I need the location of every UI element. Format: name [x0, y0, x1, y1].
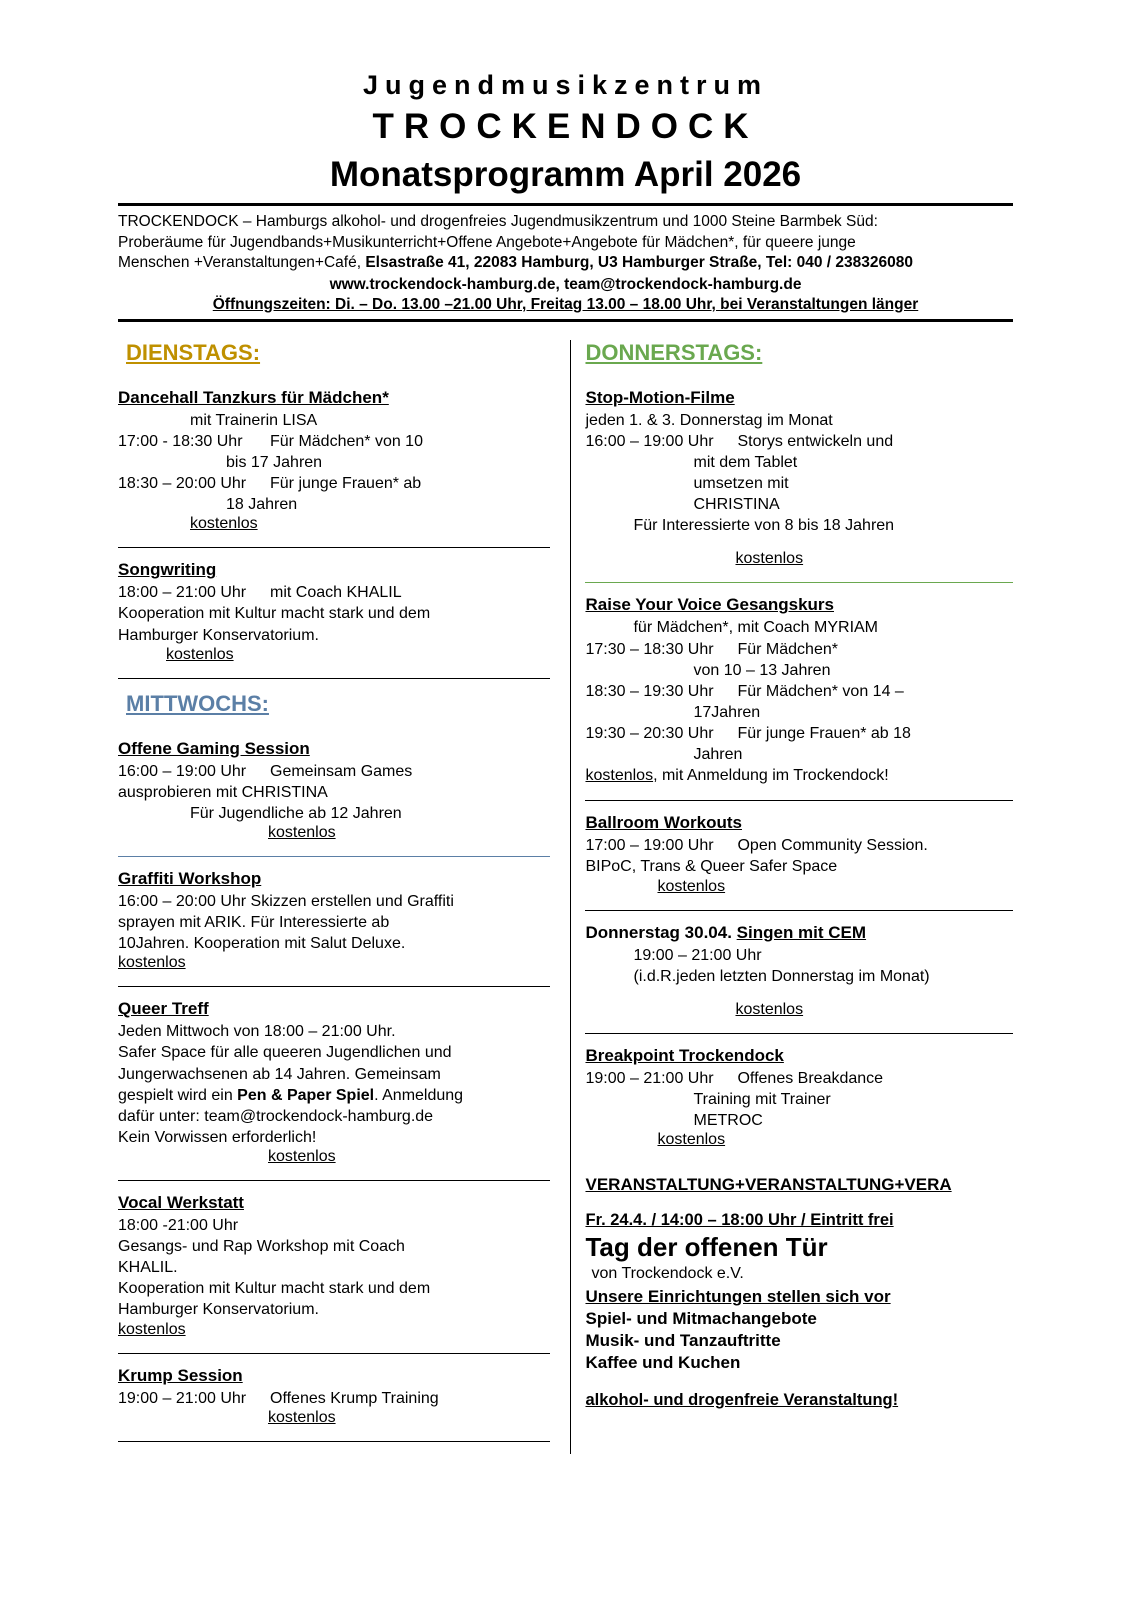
section-divider	[118, 1180, 550, 1181]
intro-address: Elsastraße 41, 22083 Hamburg, U3 Hamburger Straße, Tel: 040 / 238326080	[365, 254, 913, 272]
event-ballroom-workouts	[585, 813, 1013, 895]
event-detail: Kein Vorwissen erforderlich!	[118, 1128, 317, 1146]
event-detail: 19:00 – 21:00 Uhr	[633, 946, 762, 964]
event-title	[585, 923, 1013, 943]
event-title: Ballroom Workouts	[585, 813, 742, 833]
event-detail: 18:00 -21:00 Uhr	[118, 1217, 239, 1235]
slot-desc: Open Community Session.	[737, 837, 928, 855]
event-slot	[118, 1388, 550, 1409]
event-vocal-werkstatt	[118, 1193, 550, 1339]
slot-desc: Offenes Krump Training	[270, 1389, 439, 1407]
slot-desc: Für Mädchen*	[737, 640, 838, 658]
slot-desc: Für Mädchen* von 10	[270, 432, 423, 450]
event-detail: Für Jugendliche ab 12 Jahren	[190, 804, 402, 822]
section-divider	[118, 1353, 550, 1354]
event-title: Vocal Werkstatt	[118, 1193, 244, 1213]
slot-desc: Für junge Frauen* ab	[270, 475, 422, 493]
price-label: kostenlos	[268, 1408, 336, 1426]
event-detail: Jungerwachsenen ab 14 Jahren. Gemeinsam	[118, 1065, 441, 1083]
event-detail: KHALIL.	[118, 1259, 178, 1277]
event-slot	[118, 761, 550, 782]
detail-part: . Anmeldung	[374, 1086, 464, 1104]
slot-desc: Für Mädchen* von 14 –	[737, 682, 904, 700]
event-slot	[585, 681, 1013, 702]
event-title: Graffiti Workshop	[118, 869, 262, 889]
section-divider	[585, 800, 1013, 801]
event-title: Offene Gaming Session	[118, 738, 310, 758]
event-queer-treff	[118, 999, 550, 1166]
slot-time: 19:00 – 21:00 Uhr	[118, 1389, 247, 1407]
event-dancehall	[118, 388, 550, 534]
price-label: kostenlos	[735, 550, 804, 568]
event-gaming	[118, 739, 550, 842]
event-detail[interactable]: dafür unter: team@trockendock-hamburg.de	[118, 1107, 434, 1125]
event-detail: Hamburger Konservatorium.	[118, 1301, 319, 1319]
slot-time: 18:00 – 21:00 Uhr	[118, 584, 247, 602]
intro-line-3	[118, 253, 1013, 274]
section-divider	[585, 1033, 1013, 1034]
slot-desc-cont: von 10 – 13 Jahren	[693, 661, 831, 679]
event-title: Songwriting	[118, 560, 217, 580]
slot-desc: mit Coach KHALIL	[270, 584, 402, 602]
event-detail: Hamburger Konservatorium.	[118, 626, 319, 644]
detail-highlight: Pen & Paper Spiel	[237, 1086, 375, 1104]
slot-desc: Storys entwickeln und	[737, 432, 894, 450]
intro-line-3-plain: Menschen +Veranstaltungen+Café,	[118, 254, 366, 272]
event-title: Raise Your Voice Gesangskurs	[585, 595, 834, 615]
event-slot	[118, 473, 550, 494]
price-label: kostenlos	[166, 645, 234, 663]
event-slot	[585, 639, 1013, 660]
event-detail: 16:00 – 20:00 Uhr Skizzen erstellen und Graffiti	[118, 893, 454, 911]
event-section-label: Unsere Einrichtungen stellen sich vor	[585, 1287, 891, 1307]
day-heading-mittwochs: MITTWOCHS:	[126, 690, 269, 716]
event-banner: VERANSTALTUNG+VERANSTALTUNG+VERA	[585, 1175, 952, 1195]
price-line	[585, 765, 1013, 786]
section-divider	[118, 986, 550, 987]
event-title: Stop-Motion-Filme	[585, 387, 735, 407]
event-detail: Kooperation mit Kultur macht stark und dem	[118, 1280, 431, 1298]
day-heading-dienstags: DIENSTAGS:	[126, 339, 261, 365]
detail-part: gespielt wird ein	[118, 1086, 238, 1104]
org-title: TROCKENDOCK	[372, 107, 759, 146]
columns-container	[118, 340, 1013, 1454]
event-detail: (i.d.R.jeden letzten Donnerstag im Monat)	[633, 967, 930, 985]
slot-time: 16:00 – 19:00 Uhr	[585, 432, 714, 450]
event-organizer: von Trockendock e.V.	[591, 1265, 744, 1283]
event-slot	[118, 431, 550, 452]
slot-desc-cont: METROC	[693, 1112, 763, 1130]
event-detail: jeden 1. & 3. Donnerstag im Monat	[585, 411, 833, 429]
event-singen-mit-cem	[585, 923, 1013, 1019]
slot-time: 18:30 – 19:30 Uhr	[585, 682, 714, 700]
header-divider-bottom	[118, 319, 1013, 322]
event-title	[118, 388, 550, 408]
event-program-item: Spiel- und Mitmachangebote	[585, 1309, 817, 1329]
event-title: Queer Treff	[118, 999, 209, 1019]
event-graffiti	[118, 869, 550, 972]
event-trainer: mit Trainerin LISA	[190, 411, 318, 429]
slot-time: 19:00 – 21:00 Uhr	[585, 1069, 714, 1087]
price-label: kostenlos	[118, 954, 186, 972]
event-detail: Jeden Mittwoch von 18:00 – 21:00 Uhr.	[118, 1023, 396, 1041]
event-date: Donnerstag 30.04.	[585, 922, 737, 942]
event-title: Krump Session	[118, 1365, 243, 1385]
event-announcement	[585, 1175, 1013, 1410]
event-songwriting	[118, 560, 550, 663]
slot-time: 17:00 - 18:30 Uhr	[118, 432, 243, 450]
price-label: kostenlos	[268, 824, 336, 842]
price-label: kostenlos	[190, 515, 258, 533]
intro-line-2: Proberäume für Jugendbands+Musikunterricht+Offene Angebote+Angebote für Mädchen*, für queere junge	[118, 233, 856, 251]
event-slot	[585, 1068, 1013, 1089]
price-label: kostenlos	[657, 877, 726, 895]
slot-time: 18:30 – 20:00 Uhr	[118, 475, 247, 493]
column-divider	[570, 340, 571, 1454]
event-detail: BIPoC, Trans & Queer Safer Space	[585, 858, 838, 876]
event-detail: Für Interessierte von 8 bis 18 Jahren	[633, 517, 895, 535]
event-stop-motion	[585, 388, 1013, 569]
slot-desc-cont: bis 17 Jahren	[226, 454, 323, 472]
event-detail: sprayen mit ARIK. Für Interessierte ab	[118, 914, 390, 932]
event-slot	[585, 723, 1013, 744]
event-title: Breakpoint Trockendock	[585, 1045, 784, 1065]
price-label: kostenlos	[585, 767, 654, 785]
section-divider	[118, 1441, 550, 1442]
slot-time: 17:00 – 19:00 Uhr	[585, 837, 714, 855]
right-column	[585, 340, 1013, 1454]
slot-time: 16:00 – 19:00 Uhr	[118, 762, 247, 780]
price-label: kostenlos	[268, 1148, 336, 1166]
slot-time: 19:30 – 20:30 Uhr	[585, 725, 714, 743]
event-subtitle: für Mädchen*, mit Coach MYRIAM	[633, 619, 879, 637]
event-detail: ausprobieren mit CHRISTINA	[118, 783, 328, 801]
section-divider	[585, 582, 1013, 583]
slot-desc: Gemeinsam Games	[270, 762, 413, 780]
section-divider	[118, 678, 550, 679]
event-detail	[118, 1085, 550, 1106]
event-footer-note: alkohol- und drogenfreie Veranstaltung!	[585, 1391, 899, 1410]
document-header	[118, 70, 1013, 322]
event-detail: Kooperation mit Kultur macht stark und dem	[118, 605, 431, 623]
event-slot	[585, 835, 1013, 856]
event-title-suffix: für Mädchen*	[276, 387, 389, 407]
event-breakpoint	[585, 1046, 1013, 1149]
slot-desc: Für junge Frauen* ab 18	[737, 725, 911, 743]
header-divider	[118, 203, 1013, 206]
slot-desc-cont: mit dem Tablet	[693, 454, 798, 472]
org-subtitle: Jugendmusikzentrum	[362, 70, 769, 100]
price-note: , mit Anmeldung im Trockendock!	[653, 767, 889, 785]
event-raise-your-voice	[585, 595, 1013, 786]
event-slot	[118, 582, 550, 603]
section-divider	[585, 910, 1013, 911]
event-detail: Gesangs- und Rap Workshop mit Coach	[118, 1238, 405, 1256]
price-label: kostenlos	[118, 1320, 186, 1338]
event-program-item: Musik- und Tanzauftritte	[585, 1331, 781, 1351]
opening-hours: Öffnungszeiten: Di. – Do. 13.00 –21.00 Uhr, Freitag 13.00 – 18.00 Uhr, bei Veranstaltungen länger	[212, 295, 919, 313]
day-heading-donnerstags: DONNERSTAGS:	[585, 339, 763, 365]
event-krump-session	[118, 1366, 550, 1427]
event-program-item: Kaffee und Kuchen	[585, 1353, 741, 1373]
event-datetime: Fr. 24.4. / 14:00 – 18:00 Uhr / Eintritt frei	[585, 1211, 894, 1230]
event-detail: 10Jahren. Kooperation mit Salut Deluxe.	[118, 935, 406, 953]
program-title: Monatsprogramm April 2026	[329, 155, 802, 194]
price-label: kostenlos	[735, 1000, 804, 1018]
slot-desc: Offenes Breakdance	[737, 1069, 884, 1087]
slot-desc-cont: Jahren	[693, 746, 743, 764]
slot-desc-cont: umsetzen mit	[693, 475, 789, 493]
price-label: kostenlos	[657, 1131, 726, 1149]
section-divider	[118, 856, 550, 857]
slot-desc-cont: 17Jahren	[693, 703, 761, 721]
intro-line-1: TROCKENDOCK – Hamburgs alkohol- und drogenfreies Jugendmusikzentrum und 1000 Steine Barmbek Süd:	[118, 213, 878, 230]
event-headline: Tag der offenen Tür	[585, 1232, 828, 1263]
slot-desc-cont: 18 Jahren	[226, 496, 298, 514]
slot-desc-cont: CHRISTINA	[693, 496, 780, 514]
contact-line[interactable]: www.trockendock-hamburg.de, team@trockendock-hamburg.de	[329, 275, 802, 293]
event-title-main: Dancehall Tanzkurs	[118, 387, 277, 407]
left-column	[118, 340, 570, 1454]
slot-desc-cont: Training mit Trainer	[693, 1090, 831, 1108]
event-title-main: Singen mit CEM	[736, 922, 867, 942]
event-detail: Safer Space für alle queeren Jugendlichen und	[118, 1044, 452, 1062]
event-slot	[585, 431, 1013, 452]
slot-time: 17:30 – 18:30 Uhr	[585, 640, 714, 658]
section-divider	[118, 547, 550, 548]
